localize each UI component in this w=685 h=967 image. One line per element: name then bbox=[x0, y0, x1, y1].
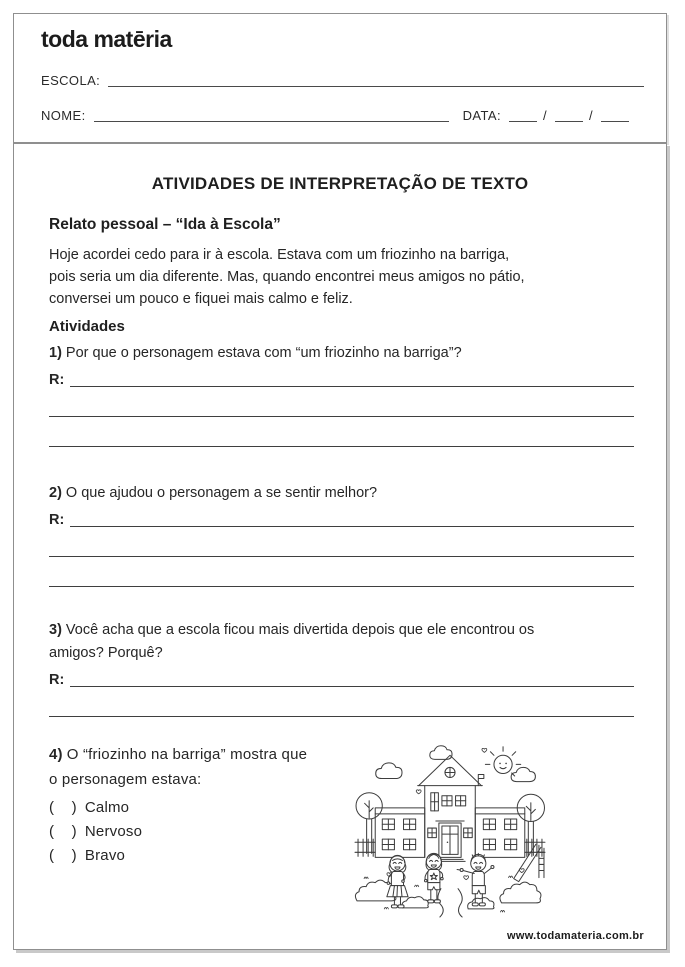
sun-icon bbox=[485, 747, 520, 776]
question-4 bbox=[49, 742, 359, 868]
answer-line bbox=[70, 665, 634, 687]
question-2 bbox=[49, 482, 634, 587]
option-checkbox: ( ) bbox=[49, 823, 77, 840]
school-blank-line bbox=[108, 70, 644, 87]
option-bravo bbox=[49, 844, 359, 868]
question-text: 4) O “friozinho na barriga” mostra que bbox=[49, 746, 308, 763]
question-text: 2) O que ajudou o personagem a se sentir melhor? bbox=[49, 485, 378, 501]
date-separator: / bbox=[542, 108, 547, 123]
answer-line bbox=[49, 417, 634, 447]
date-year-blank bbox=[601, 105, 629, 122]
passage-line: Hoje acordei cedo para ir à escola. Estava com um friozinho na barriga, bbox=[49, 247, 510, 263]
activities-heading: Atividades bbox=[49, 318, 125, 335]
option-calmo bbox=[49, 796, 359, 820]
passage-text bbox=[49, 244, 634, 310]
option-label: Nervoso bbox=[84, 823, 143, 840]
option-label: Calmo bbox=[84, 799, 130, 816]
page-title: ATIVIDADES DE INTERPRETAÇÃO DE TEXTO bbox=[151, 174, 529, 193]
school-field-row bbox=[41, 70, 644, 87]
bush bbox=[355, 880, 541, 909]
date-day-blank bbox=[509, 105, 537, 122]
options-list bbox=[49, 796, 359, 868]
date-month-blank bbox=[555, 105, 583, 122]
date-separator: / bbox=[589, 108, 594, 123]
passage-line: conversei um pouco e fiquei mais calmo e feliz. bbox=[49, 291, 353, 307]
walkway bbox=[438, 889, 462, 917]
child-figure-girl-middle bbox=[424, 853, 443, 903]
option-checkbox: ( ) bbox=[49, 799, 77, 816]
passage-line: pois seria um dia diferente. Mas, quando encontrei meus amigos no pátio, bbox=[49, 269, 525, 285]
option-nervoso bbox=[49, 820, 359, 844]
question-text: 1) Por que o personagem estava com “um friozinho na barriga”? bbox=[49, 345, 462, 361]
answer-row bbox=[49, 665, 634, 687]
answer-prefix: R: bbox=[49, 371, 65, 388]
answer-row bbox=[49, 365, 634, 387]
answer-line bbox=[49, 527, 634, 557]
name-date-row bbox=[41, 105, 644, 122]
answer-line bbox=[49, 687, 634, 717]
name-blank-line bbox=[94, 105, 449, 122]
answer-line bbox=[49, 387, 634, 417]
date-label: DATA: bbox=[462, 108, 501, 123]
answer-line bbox=[70, 505, 634, 527]
passage-title: Relato pessoal – “Ida à Escola” bbox=[49, 216, 281, 233]
question-number: 2) bbox=[49, 485, 62, 501]
question-3 bbox=[49, 619, 634, 717]
question-text-line2: o personagem estava: bbox=[49, 771, 202, 788]
question-text-line2: amigos? Porquê? bbox=[49, 645, 163, 661]
header-box bbox=[13, 13, 667, 143]
question-number: 1) bbox=[49, 345, 62, 361]
answer-row bbox=[49, 505, 634, 527]
answer-prefix: R: bbox=[49, 671, 65, 688]
answer-line bbox=[70, 365, 634, 387]
question-1 bbox=[49, 342, 634, 447]
option-label: Bravo bbox=[84, 847, 126, 864]
answer-line bbox=[49, 557, 634, 587]
name-label: NOME: bbox=[41, 108, 86, 123]
option-checkbox: ( ) bbox=[49, 847, 77, 864]
answer-prefix: R: bbox=[49, 511, 65, 528]
question-number: 4) bbox=[49, 746, 63, 763]
school-building bbox=[375, 755, 525, 861]
school-children-illustration bbox=[354, 726, 546, 918]
website-url: www.todamateria.com.br bbox=[507, 930, 644, 942]
question-text: 3) Você acha que a escola ficou mais divertida depois que ele encontrou os bbox=[49, 622, 535, 638]
question-number: 3) bbox=[49, 622, 62, 638]
worksheet-body bbox=[13, 143, 667, 950]
cloud-icon bbox=[376, 746, 536, 782]
school-label: ESCOLA: bbox=[41, 73, 101, 88]
toda-materia-logo: toda matēria bbox=[41, 26, 172, 52]
